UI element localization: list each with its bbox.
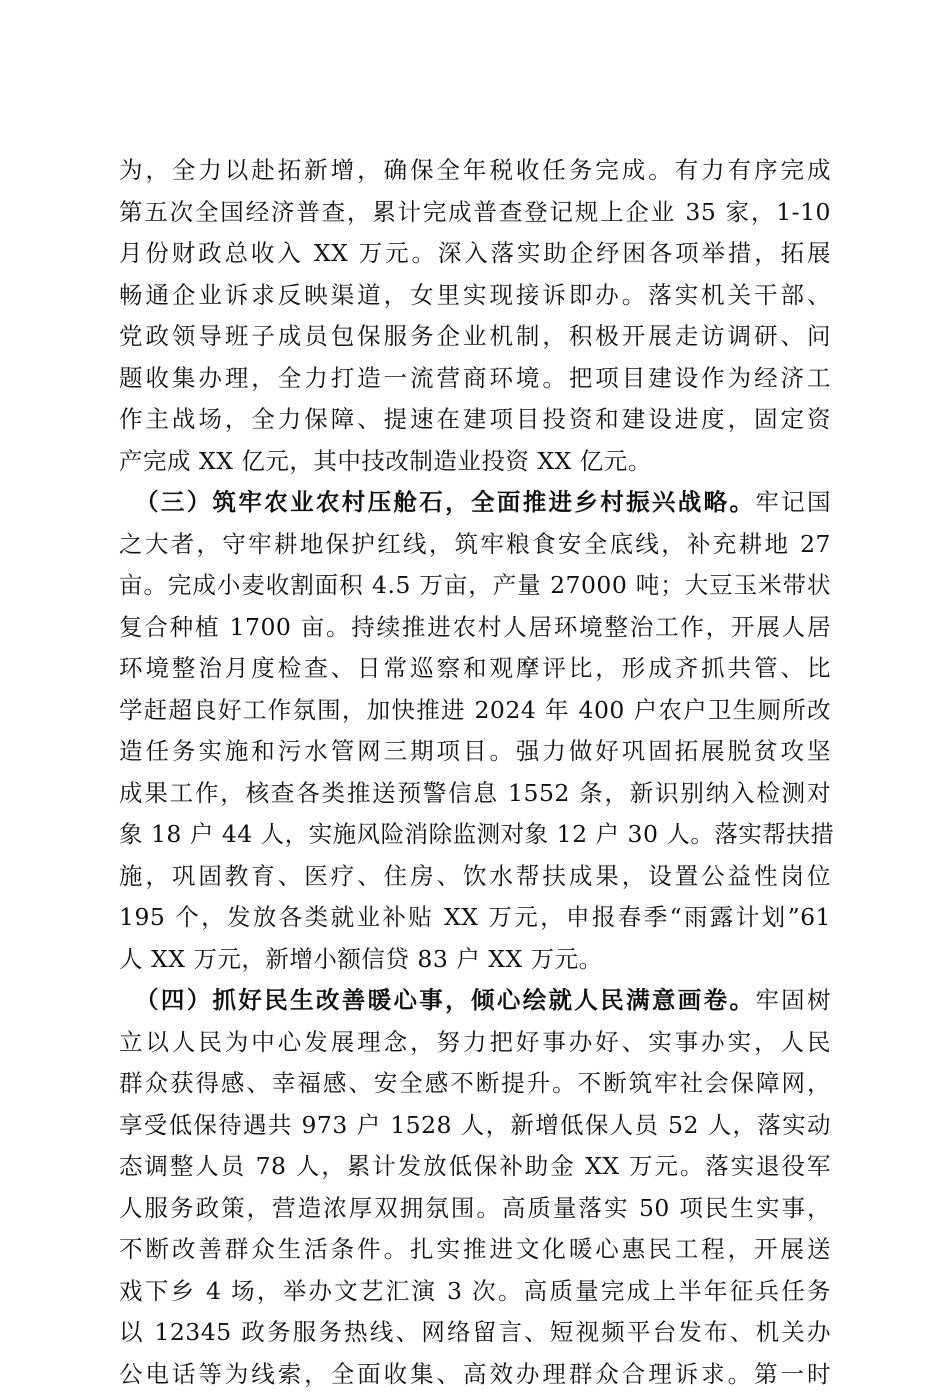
text-line: 态调整人员 78 人，累计发放低保补助金 XX 万元。落实退役军 [119, 1146, 831, 1188]
text-line: 第五次全国经济普查，累计完成普查登记规上企业 35 家，1-10 [119, 192, 831, 234]
text-line: 之大者，守牢耕地保护红线，筑牢粮食安全底线，补充耕地 27 [119, 524, 831, 566]
document-body [119, 150, 831, 1395]
section-heading: （四）抓好民生改善暖心事，倾心绘就人民满意画卷。 [135, 986, 755, 1014]
text-line: 戏下乡 4 场，举办文艺汇演 3 次。高质量完成上半年征兵任务 [119, 1271, 831, 1313]
text-line: 产完成 XX 亿元，其中技改制造业投资 XX 亿元。 [119, 441, 831, 483]
paragraph-economy-continued [119, 150, 831, 482]
text-line: 月份财政总收入 XX 万元。深入落实助企纾困各项举措，拓展 [119, 233, 831, 275]
text-line: 作主战场，全力保障、提速在建项目投资和建设进度，固定资 [119, 399, 831, 441]
text-line: 不断改善群众生活条件。扎实推进文化暖心惠民工程，开展送 [119, 1229, 831, 1271]
text-line: 人服务政策，营造浓厚双拥氛围。高质量落实 50 项民生实事， [119, 1188, 831, 1230]
text-line: 195 个，发放各类就业补贴 XX 万元，申报春季“雨露计划”61 [119, 897, 831, 939]
text-line: 复合种植 1700 亩。持续推进农村人居环境整治工作，开展人居 [119, 607, 831, 649]
text-line: 享受低保待遇共 973 户 1528 人，新增低保人员 52 人，落实动 [119, 1105, 831, 1147]
text-line: 学赶超良好工作氛围，加快推进 2024 年 400 户农户卫生厕所改 [119, 690, 831, 732]
paragraph-agriculture [119, 482, 831, 980]
section-heading: （三）筑牢农业农村压舱石，全面推进乡村振兴战略。 [135, 488, 755, 516]
text-line: 立以人民为中心发展理念，努力把好事办好、实事办实，人民 [119, 1022, 831, 1064]
text-line: 党政领导班子成员包保服务企业机制，积极开展走访调研、问 [119, 316, 831, 358]
text-run: 牢记国 [755, 488, 831, 516]
text-line: 为，全力以赴拓新增，确保全年税收任务完成。有力有序完成 [119, 150, 831, 192]
text-line: 成果工作，核查各类推送预警信息 1552 条，新识别纳入检测对 [119, 773, 831, 815]
paragraph-first-line [119, 980, 831, 1022]
text-run: 牢固树 [755, 986, 831, 1014]
paragraph-first-line [119, 482, 831, 524]
paragraph-livelihood [119, 980, 831, 1395]
text-line: 亩。完成小麦收割面积 4.5 万亩，产量 27000 吨；大豆玉米带状 [119, 565, 831, 607]
text-line: 环境整治月度检查、日常巡察和观摩评比，形成齐抓共管、比 [119, 648, 831, 690]
text-line: 畅通企业诉求反映渠道，女里实现接诉即办。落实机关干部、 [119, 275, 831, 317]
text-line: 施，巩固教育、医疗、住房、饮水帮扶成果，设置公益性岗位 [119, 856, 831, 898]
text-line: 题收集办理，全力打造一流营商环境。把项目建设作为经济工 [119, 358, 831, 400]
text-line: 造任务实施和污水管网三期项目。强力做好巩固拓展脱贫攻坚 [119, 731, 831, 773]
text-line: 以 12345 政务服务热线、网络留言、短视频平台发布、机关办 [119, 1312, 831, 1354]
text-line: 人 XX 万元，新增小额信贷 83 户 XX 万元。 [119, 939, 831, 981]
text-line: 公电话等为线索，全面收集、高效办理群众合理诉求。第一时 [119, 1354, 831, 1395]
text-line: 象 18 户 44 人，实施风险消除监测对象 12 户 30 人。落实帮扶措 [119, 814, 831, 856]
text-line: 群众获得感、幸福感、安全感不断提升。不断筑牢社会保障网， [119, 1063, 831, 1105]
